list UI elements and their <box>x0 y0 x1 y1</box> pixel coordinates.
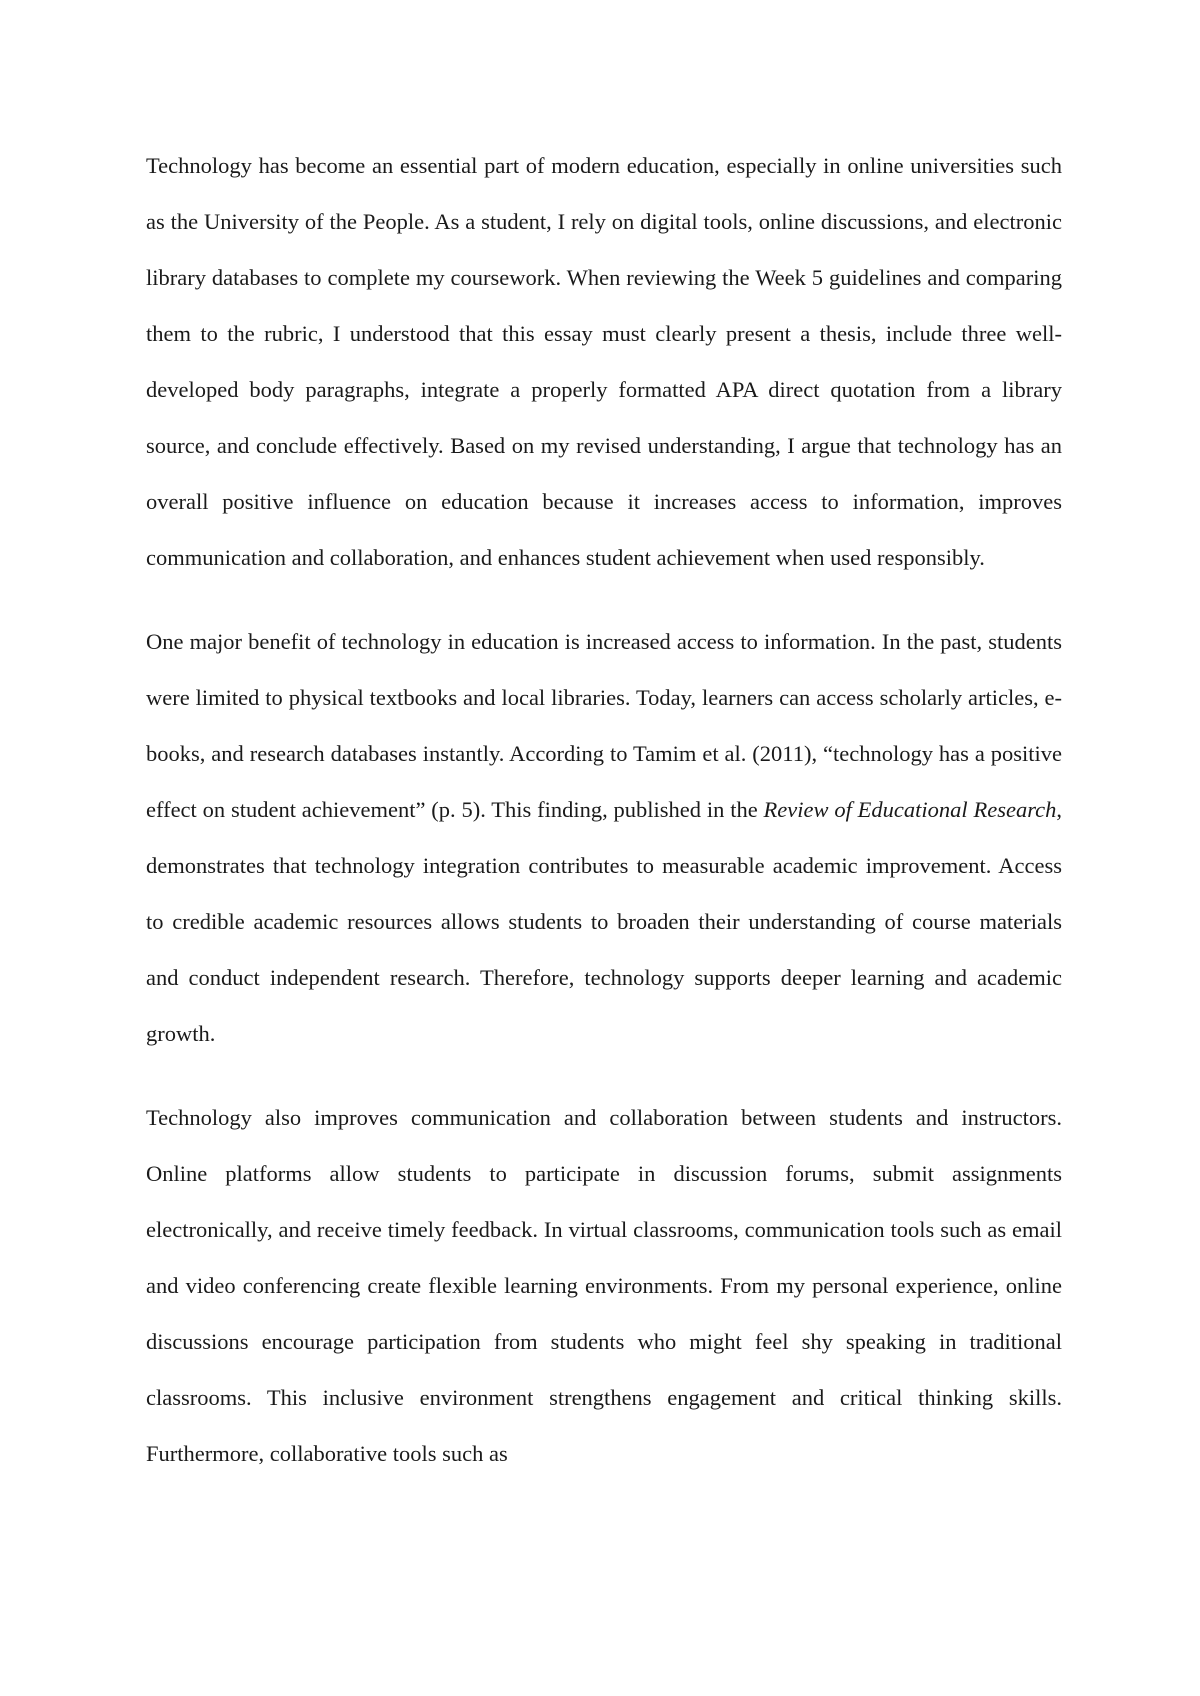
paragraph-text-before-journal: One major benefit of technology in education is increased access to information. In the past, students were limited to physical textbooks and local libraries. Today, learners can access scholarly articles, e-books, and research databases instantly. According to Tamim et al. (2011), “technology has a positive effect on student achievement” (p. 5). This finding, published in the <box>146 629 1062 822</box>
paragraph-introduction: Technology has become an essential part of modern education, especially in online universities such as the University of the People. As a student, I rely on digital tools, online discussions, and electronic library databases to complete my coursework. When reviewing the Week 5 guidelines and comparing them to the rubric, I understood that this essay must clearly present a thesis, include three well-developed body paragraphs, integrate a properly formatted APA direct quotation from a library source, and conclude effectively. Based on my revised understanding, I argue that technology has an overall positive influence on education because it increases access to information, improves communication and collaboration, and enhances student achievement when used responsibly. <box>146 153 1062 570</box>
paragraph-communication-collaboration: Technology also improves communication and collaboration between students and instructors. Online platforms allow students to participate in discussion forums, submit assignments electronically, and receive timely feedback. In virtual classrooms, communication tools such as email and video conferencing create flexible learning environments. From my personal experience, online discussions encourage participation from students who might feel shy speaking in traditional classrooms. This inclusive environment strengthens engagement and critical thinking skills. Furthermore, collaborative tools such as <box>146 1105 1062 1466</box>
journal-title: Review of Educational Research <box>763 797 1057 822</box>
paragraph-access-to-information <box>146 614 1062 1062</box>
essay-body <box>146 138 1062 1482</box>
paragraph-text-after-journal: , demonstrates that technology integration contributes to measurable academic improvement. Access to credible academic resources allows students to broaden their understanding of course materials and conduct independent research. Therefore, technology supports deeper learning and academic growth. <box>146 797 1062 1046</box>
